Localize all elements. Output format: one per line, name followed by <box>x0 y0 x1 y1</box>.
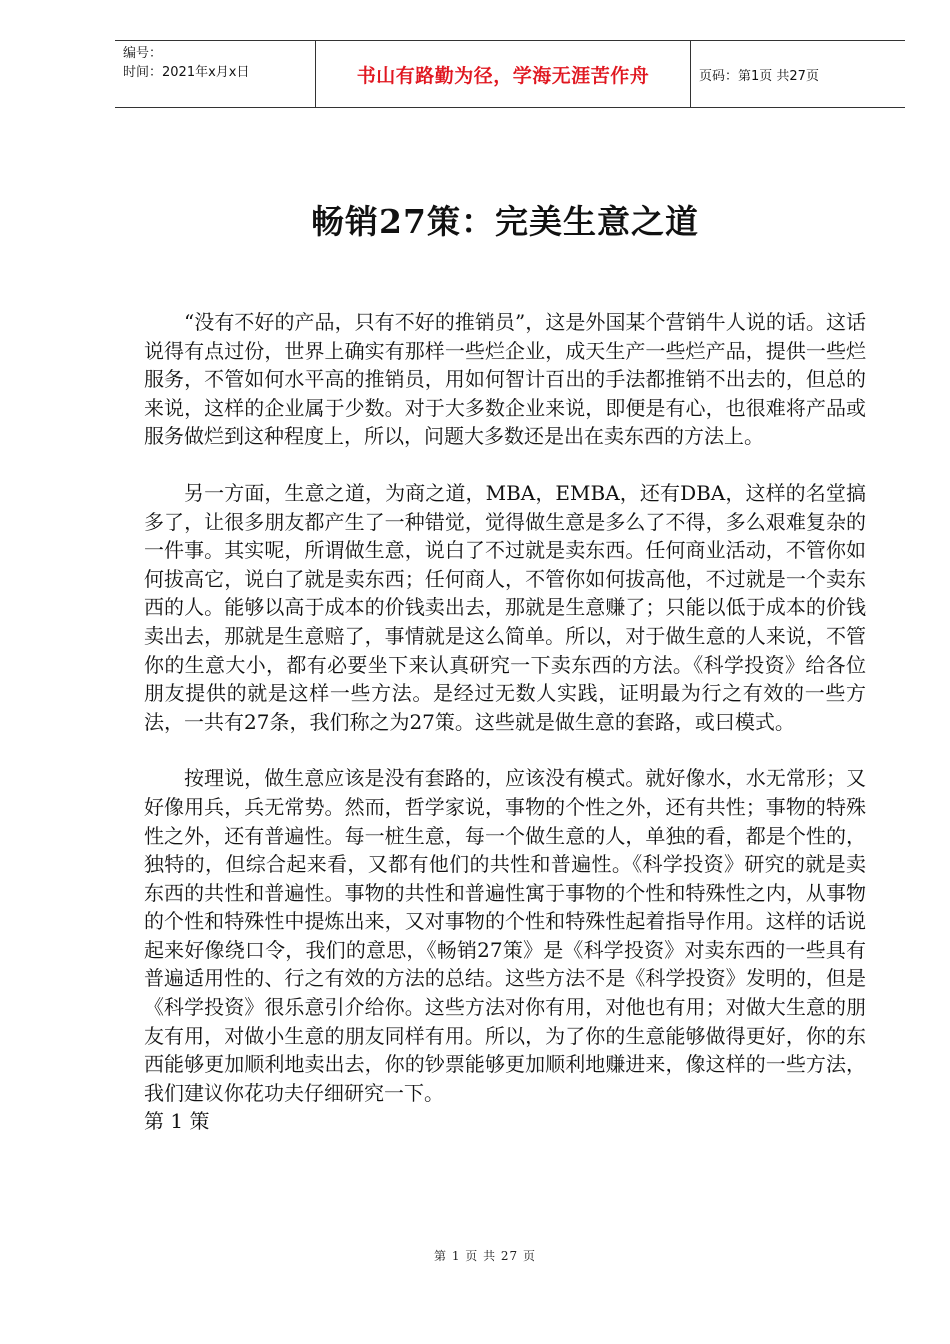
document-body <box>144 308 866 1136</box>
section-heading: 第 1 策 <box>144 1109 210 1134</box>
header-motto: 书山有路勤为径，学海无涯苦作舟 <box>315 41 691 107</box>
page-footer: 第 1 页 共 27 页 <box>434 1249 536 1263</box>
number-label: 编号： <box>123 46 163 61</box>
paragraph: 按理说，做生意应该是没有套路的，应该没有模式。就好像水，水无常形；又好像用兵，兵无常势。然而，哲学家说，事物的个性之外，还有共性；事物的特殊性之外，还有普遍性。每一桩生意，每一个做生意的人，单独的看，都是个性的，独特的，但综合起来看，又都有他们的共性和普遍性。《科学投资》研究的就是卖东西的共性和普遍性。事物的共性和普遍性寓于事物的个性和特殊性之内，从事物的个性和特殊性中提炼出来，又对事物的个性和特殊性起着指导作用。这样的话说起来好像绕口令，我们的意思，《畅销27策》是《科学投资》对卖东西的一些具有普遍适用性的、行之有效的方法的总结。这些方法不是《科学投资》发明的，但是《科学投资》很乐意引介给你。这些方法对你有用，对他也有用；对做大生意的朋友有用，对做小生意的朋友同样有用。所以，为了你的生意能够做得更好，你的东西能够更加顺利地卖出去，你的钞票能够更加顺利地赚进来，像这样的一些方法，我们建议你花功夫仔细研究一下。 <box>144 766 866 1105</box>
time-label: 时间：2021年x月x日 <box>123 65 250 80</box>
document-title: 畅销27策：完美生意之道 <box>311 202 699 241</box>
paragraph: 另一方面，生意之道，为商之道，MBA，EMBA，还有DBA，这样的名堂搞多了，让很多朋友都产生了一种错觉，觉得做生意是多么了不得，多么艰难复杂的一件事。其实呢，所谓做生意，说白了不过就是卖东西。任何商业活动，不管你如何拔高它，说白了就是卖东西；任何商人，不管你如何拔高他，不过就是一个卖东西的人。能够以高于成本的价钱卖出去，那就是生意赚了；只能以低于成本的价钱卖出去，那就是生意赔了，事情就是这么简单。所以，对于做生意的人来说，不管你的生意大小，都有必要坐下来认真研究一下卖东西的方法。《科学投资》给各位朋友提供的就是这样一些方法。是经过无数人实践，证明最为行之有效的一些方法，一共有27条，我们称之为27策。这些就是做生意的套路，或曰模式。 <box>144 480 866 734</box>
header-page-info: 页码：第1页 共27页 <box>699 68 819 84</box>
header-meta <box>123 44 249 82</box>
paragraph: “没有不好的产品，只有不好的推销员”，这是外国某个营销牛人说的话。这话说得有点过份，世界上确实有那样一些烂企业，成天生产一些烂产品，提供一些烂服务，不管如何水平高的推销员，用如何智计百出的手法都推销不出去的，但总的来说，这样的企业属于少数。对于大多数企业来说，即便是有心，也很难将产品或服务做烂到这种程度上，所以，问题大多数还是出在卖东西的方法上。 <box>144 310 866 449</box>
page-header <box>115 40 905 108</box>
